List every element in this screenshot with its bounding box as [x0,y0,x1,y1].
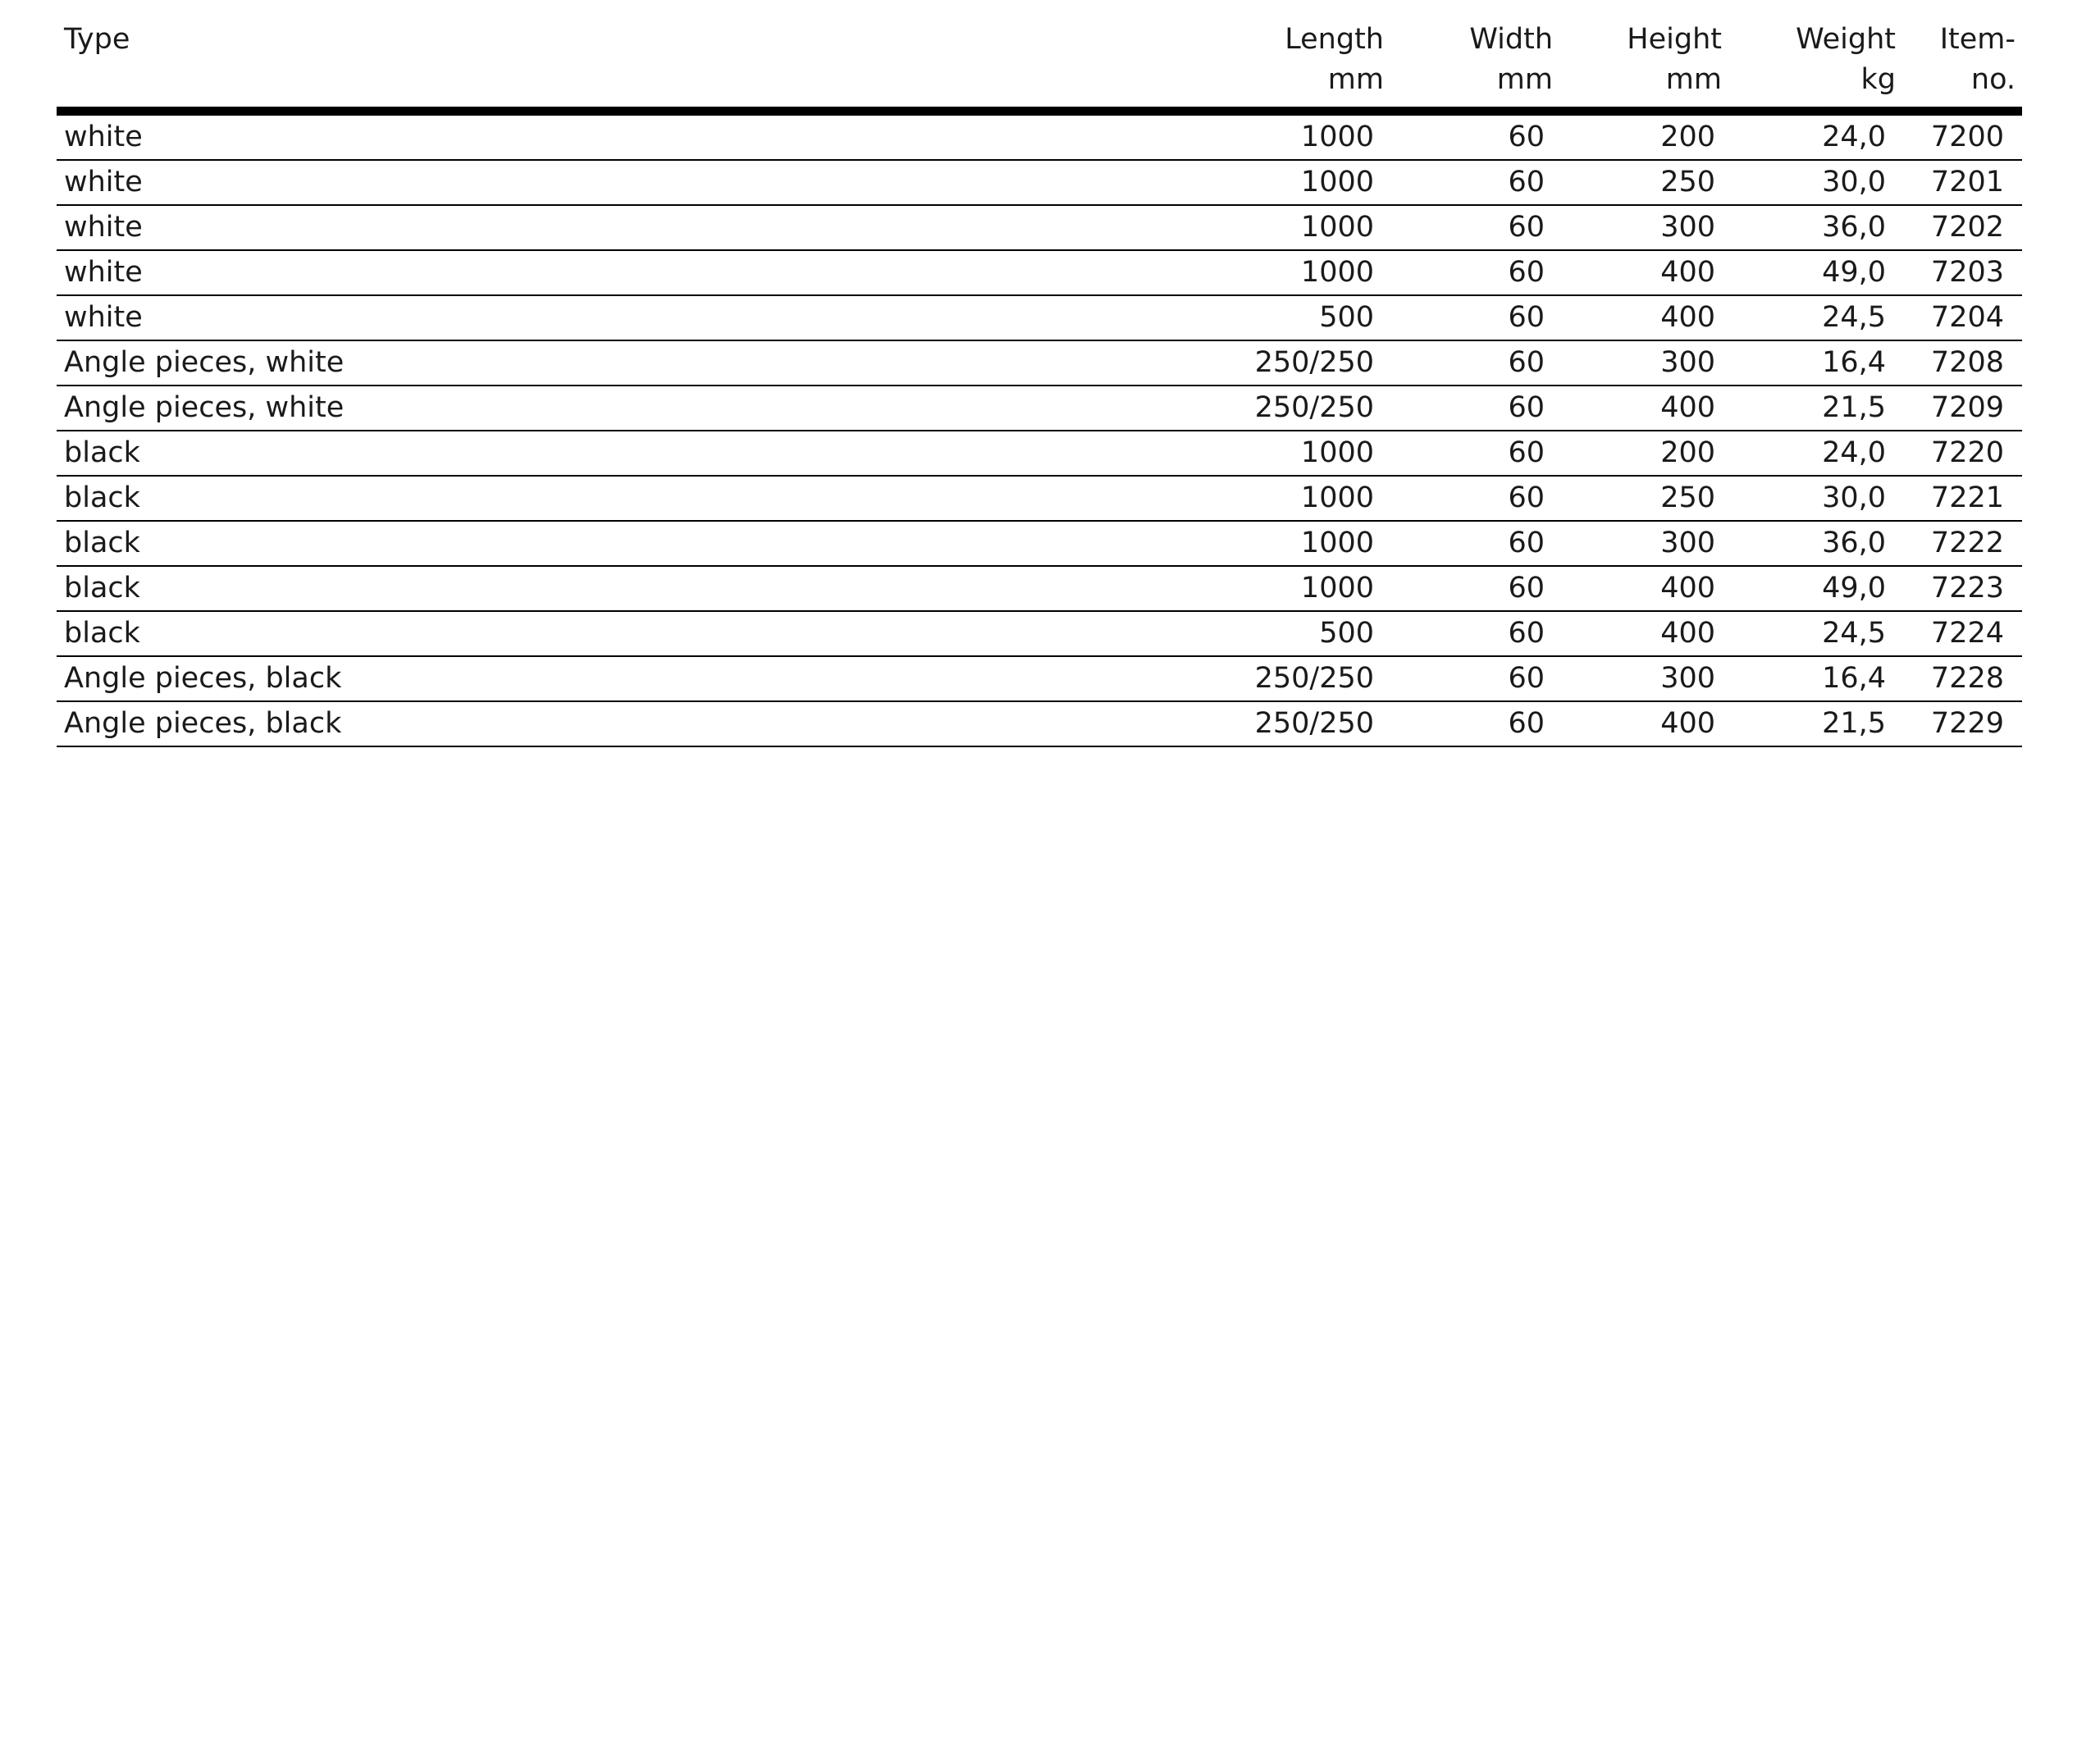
header-type [57,16,1200,112]
table-header [57,16,2022,112]
table-row [57,112,2022,161]
cell-length: 1000 [1200,476,1387,521]
cell-length: 1000 [1200,112,1387,161]
cell-length: 500 [1200,611,1387,656]
cell-type: Angle pieces, white [57,340,1200,386]
cell-height: 200 [1554,112,1725,161]
header-row [57,16,2022,112]
cell-height: 250 [1554,476,1725,521]
cell-height: 400 [1554,295,1725,340]
cell-type: black [57,566,1200,611]
spec-sheet [57,16,2022,747]
cell-type: black [57,476,1200,521]
table-row [57,656,2022,701]
cell-height: 400 [1554,250,1725,295]
table-row [57,386,2022,431]
table-row [57,431,2022,476]
cell-type: white [57,250,1200,295]
cell-weight: 30,0 [1725,160,1897,205]
cell-weight: 36,0 [1725,521,1897,566]
header-height-unit: mm [1665,63,1722,96]
cell-item-no: 7228 [1897,656,2022,701]
table-row [57,701,2022,746]
cell-item-no: 7221 [1897,476,2022,521]
header-weight-unit: kg [1860,63,1896,96]
header-item-label: Item- [1939,23,2016,56]
cell-weight: 16,4 [1725,656,1897,701]
cell-width: 60 [1387,112,1554,161]
cell-length: 1000 [1200,566,1387,611]
cell-item-no: 7229 [1897,701,2022,746]
header-width [1387,16,1554,112]
cell-type: black [57,431,1200,476]
cell-weight: 30,0 [1725,476,1897,521]
cell-weight: 21,5 [1725,701,1897,746]
cell-length: 250/250 [1200,386,1387,431]
cell-length: 250/250 [1200,656,1387,701]
cell-width: 60 [1387,160,1554,205]
cell-weight: 36,0 [1725,205,1897,250]
cell-width: 60 [1387,295,1554,340]
header-width-unit: mm [1496,63,1553,96]
table-row [57,250,2022,295]
cell-height: 300 [1554,340,1725,386]
cell-width: 60 [1387,476,1554,521]
header-height [1554,16,1725,112]
cell-height: 400 [1554,386,1725,431]
cell-weight: 49,0 [1725,566,1897,611]
header-item-unit: no. [1970,63,2016,96]
cell-item-no: 7224 [1897,611,2022,656]
cell-height: 300 [1554,205,1725,250]
cell-item-no: 7208 [1897,340,2022,386]
header-weight [1725,16,1897,112]
cell-width: 60 [1387,431,1554,476]
cell-width: 60 [1387,250,1554,295]
cell-length: 1000 [1200,205,1387,250]
cell-type: white [57,295,1200,340]
cell-length: 1000 [1200,250,1387,295]
header-length [1200,16,1387,112]
cell-item-no: 7220 [1897,431,2022,476]
cell-width: 60 [1387,521,1554,566]
cell-item-no: 7200 [1897,112,2022,161]
cell-length: 1000 [1200,431,1387,476]
table-row [57,521,2022,566]
header-height-label: Height [1627,23,1722,56]
cell-length: 1000 [1200,160,1387,205]
cell-weight: 24,5 [1725,611,1897,656]
cell-width: 60 [1387,656,1554,701]
cell-item-no: 7223 [1897,566,2022,611]
cell-weight: 16,4 [1725,340,1897,386]
cell-item-no: 7209 [1897,386,2022,431]
cell-width: 60 [1387,701,1554,746]
cell-length: 250/250 [1200,340,1387,386]
cell-type: Angle pieces, white [57,386,1200,431]
cell-type: black [57,611,1200,656]
cell-width: 60 [1387,205,1554,250]
header-type-label: Type [64,23,130,56]
cell-height: 300 [1554,656,1725,701]
table-row [57,295,2022,340]
header-width-label: Width [1469,23,1553,56]
cell-length: 250/250 [1200,701,1387,746]
table-row [57,340,2022,386]
table-row [57,566,2022,611]
product-table [57,16,2022,747]
cell-width: 60 [1387,386,1554,431]
cell-weight: 24,0 [1725,431,1897,476]
header-weight-label: Weight [1796,23,1896,56]
cell-height: 200 [1554,431,1725,476]
cell-height: 250 [1554,160,1725,205]
table-body [57,112,2022,747]
cell-width: 60 [1387,611,1554,656]
cell-type: white [57,112,1200,161]
cell-height: 400 [1554,611,1725,656]
cell-weight: 49,0 [1725,250,1897,295]
cell-item-no: 7202 [1897,205,2022,250]
table-row [57,476,2022,521]
cell-item-no: 7203 [1897,250,2022,295]
cell-type: white [57,160,1200,205]
cell-type: Angle pieces, black [57,656,1200,701]
cell-weight: 24,0 [1725,112,1897,161]
cell-width: 60 [1387,566,1554,611]
cell-type: white [57,205,1200,250]
table-row [57,205,2022,250]
header-item-no [1897,16,2022,112]
cell-item-no: 7204 [1897,295,2022,340]
cell-width: 60 [1387,340,1554,386]
cell-length: 500 [1200,295,1387,340]
cell-length: 1000 [1200,521,1387,566]
cell-weight: 24,5 [1725,295,1897,340]
cell-weight: 21,5 [1725,386,1897,431]
cell-item-no: 7201 [1897,160,2022,205]
cell-height: 300 [1554,521,1725,566]
cell-height: 400 [1554,566,1725,611]
cell-type: Angle pieces, black [57,701,1200,746]
table-row [57,611,2022,656]
cell-height: 400 [1554,701,1725,746]
header-length-label: Length [1285,23,1384,56]
table-row [57,160,2022,205]
header-length-unit: mm [1327,63,1384,96]
cell-item-no: 7222 [1897,521,2022,566]
cell-type: black [57,521,1200,566]
